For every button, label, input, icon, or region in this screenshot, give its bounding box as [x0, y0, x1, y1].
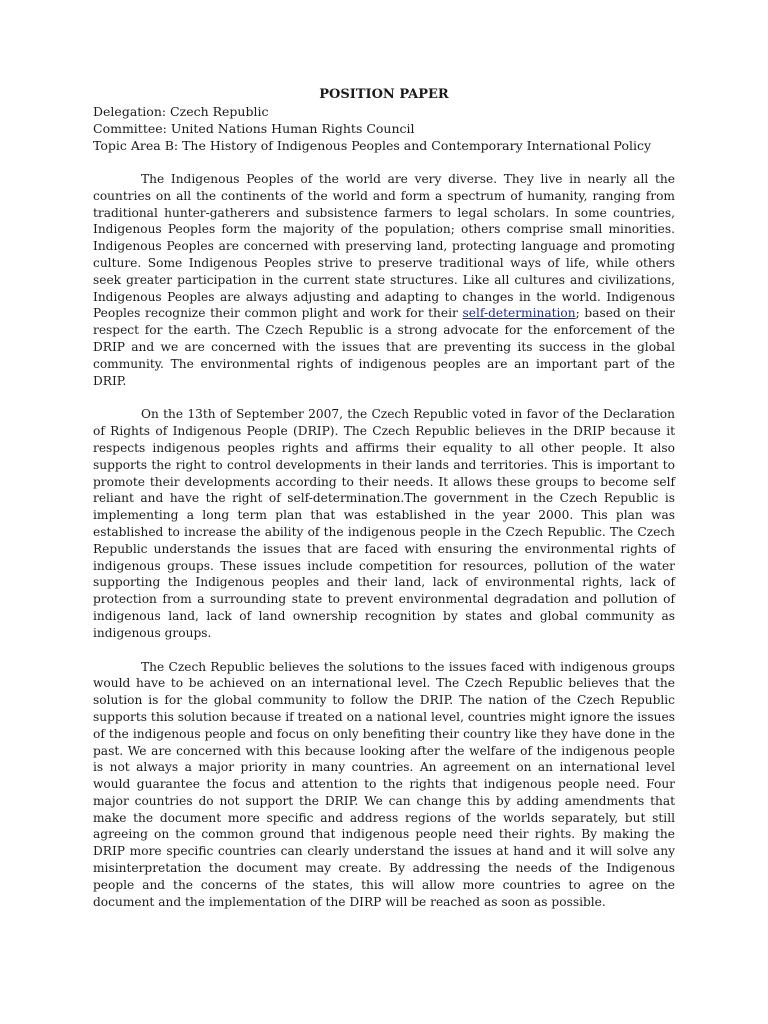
topic-line: Topic Area B: The History of Indigenous Peoples and Contemporary International Policy: [93, 138, 652, 153]
spacer: [93, 642, 675, 659]
delegation-line: Delegation: Czech Republic: [93, 104, 269, 119]
paragraph-2: On the 13th of September 2007, the Czech Republic voted in favor of the Declaration of Rights of Indigenous People (DRIP). The Czech Republic believes in the DRIP because it respects indigenous peoples rights and affirms their equality to all other people. It also supports the right to control developments in their lands and territories. This is important to promote their developments according to their needs. It allows these groups to become self reliant and have the right of self-determination.The government in the Czech Republic is implementing a long term plan that was established in the year 2000. This plan was established to increase the ability of the indigenous people in the Czech Republic. The Czech Republic understands the issues that are faced with ensuring the environmental rights of indigenous groups. These issues include competition for resources, pollution of the water supporting the Indigenous peoples and their land, lack of environmental rights, lack of protection from a surrounding state to prevent environmental degradation and pollution of indigenous land, lack of land ownership recognition by states and global community as indigenous groups.: [93, 407, 675, 640]
self-determination-link[interactable]: self-determination: [462, 306, 576, 321]
document-title: POSITION PAPER: [319, 87, 449, 102]
paragraph-1-text-a: The Indigenous Peoples of the world are very diverse. They live in nearly all the countries on all the continents of the world and form a spectrum of humanity, ranging from traditional hunter-gatherers and subsistence farmers to legal scholars. In some countries, Indigenous Peoples form the majority of the population; others comprise small minorities. Indigenous Peoples are concerned with preserving land, protecting language and promoting culture. Some Indigenous Peoples strive to preserve traditional ways of life, while others seek greater participation in the current state structures. Like all cultures and civilizations, Indigenous Peoples are always adjusting and adapting to changes in the world. Indigenous Peoples recognize their common plight and work for their: [93, 172, 675, 321]
paragraph-1: [93, 171, 675, 389]
spacer: [93, 389, 675, 406]
spacer: [93, 154, 675, 171]
committee-line: Committee: United Nations Human Rights Council: [93, 121, 415, 136]
document-page: [93, 86, 675, 910]
paragraph-3: The Czech Republic believes the solutions to the issues faced with indigenous groups would have to be achieved on an international level. The Czech Republic believes that the solution is for the global community to follow the DRIP. The nation of the Czech Republic supports this solution because if treated on a national level, countries might ignore the issues of the indigenous people and focus on only benefiting their country like they have done in the past. We are concerned with this because looking after the welfare of the indigenous people is not always a major priority in many countries. An agreement on an international level would guarantee the focus and attention to the rights that indigenous people need. Four major countries do not support the DRIP. We can change this by adding amendments that make the document more specific and address regions of the worlds separately, but still agreeing on the common ground that indigenous people need their rights. By making the DRIP more specific countries can clearly understand the issues at hand and it will solve any misinterpretation the document may create. By addressing the needs of the Indigenous people and the concerns of the states, this will allow more countries to agree on the document and the implementation of the DIRP will be reached as soon as possible.: [93, 659, 675, 909]
paragraph-1-text-b: ; based on their respect for the earth. The Czech Republic is a strong advocate for the enforcement of the DRIP and we are concerned with the issues that are preventing its success in the global community. The environmental rights of indigenous peoples are an important part of the DRIP.: [93, 306, 676, 388]
